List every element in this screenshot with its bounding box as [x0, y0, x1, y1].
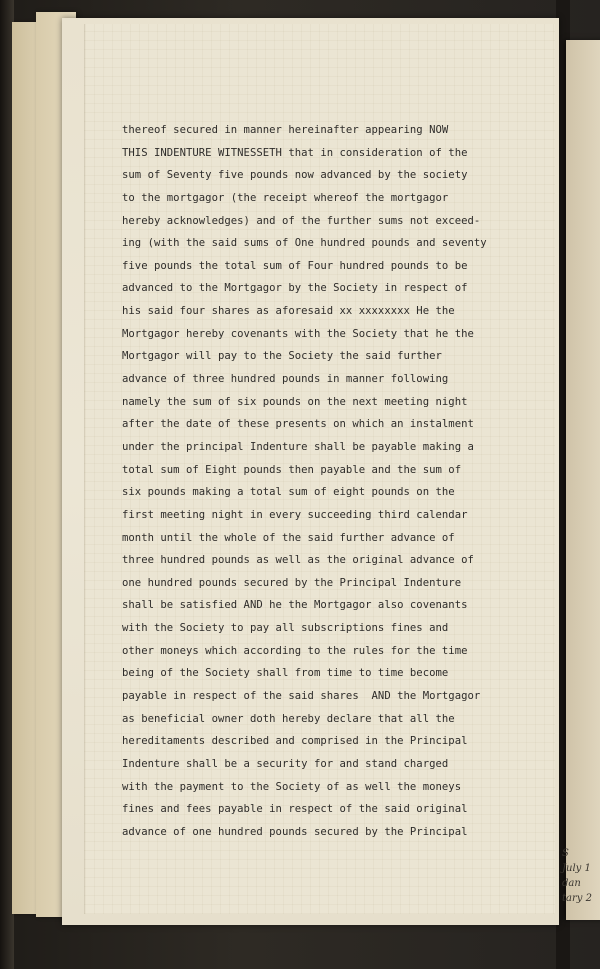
text-line: to the mortgagor (the receipt whereof the mortgagor	[122, 191, 449, 204]
margin-note: dan	[562, 878, 581, 889]
text-line: three hundred pounds as well as the original advance of	[122, 554, 474, 567]
text-line: hereditaments described and comprised in the Principal	[122, 735, 468, 748]
text-line: fines and fees payable in respect of the said original	[122, 803, 468, 816]
text-line: advanced to the Mortgagor by the Society in respect of	[122, 282, 468, 295]
text-line: shall be satisfied AND he the Mortgagor also covenants	[122, 599, 468, 612]
margin-note: tary 2	[562, 893, 592, 904]
margin-note: S	[562, 848, 569, 859]
text-line: month until the whole of the said further advance of	[122, 531, 455, 544]
text-line: THIS INDENTURE WITNESSETH that in consideration of the	[122, 146, 468, 159]
text-line: total sum of Eight pounds then payable and the sum of	[122, 463, 462, 476]
text-line: five pounds the total sum of Four hundred pounds to be	[122, 259, 468, 272]
text-line: hereby acknowledges) and of the further sums not exceed-	[122, 214, 481, 227]
handwritten-margin-notes	[562, 846, 600, 906]
text-line: with the Society to pay all subscriptions fines and	[122, 622, 449, 635]
margin-note: July 1	[562, 863, 591, 874]
text-line: other moneys which according to the rules for the time	[122, 644, 468, 657]
text-line: after the date of these presents on which an instalment	[122, 418, 474, 431]
text-line: ing (with the said sums of One hundred pounds and seventy	[122, 237, 487, 250]
text-line: six pounds making a total sum of eight pounds on the	[122, 486, 455, 499]
text-line: thereof secured in manner hereinafter appearing NOW	[122, 124, 449, 136]
text-line: namely the sum of six pounds on the next meeting night	[122, 395, 468, 408]
text-line: under the principal Indenture shall be payable making a	[122, 440, 474, 453]
text-line: payable in respect of the said shares AND the Mortgagor	[122, 690, 481, 703]
text-line: sum of Seventy five pounds now advanced by the society	[122, 169, 468, 182]
adjacent-page-edge	[566, 40, 600, 920]
typed-text-body	[122, 119, 512, 844]
text-line: being of the Society shall from time to time become	[122, 667, 449, 680]
text-line: Mortgagor hereby covenants with the Society that he the	[122, 327, 474, 340]
text-line: his said four shares as aforesaid xx xxxxxxxx He the	[122, 305, 455, 318]
text-line: Mortgagor will pay to the Society the said further	[122, 350, 442, 363]
text-line: Indenture shall be a security for and stand charged	[122, 757, 449, 770]
text-line: first meeting night in every succeeding third calendar	[122, 508, 468, 521]
text-line: advance of one hundred pounds secured by the Principal	[122, 825, 468, 838]
text-line: advance of three hundred pounds in manner following	[122, 373, 449, 386]
text-line: one hundred pounds secured by the Principal Indenture	[122, 576, 462, 589]
text-line: as beneficial owner doth hereby declare that all the	[122, 712, 455, 725]
text-line: with the payment to the Society of as well the moneys	[122, 780, 462, 793]
